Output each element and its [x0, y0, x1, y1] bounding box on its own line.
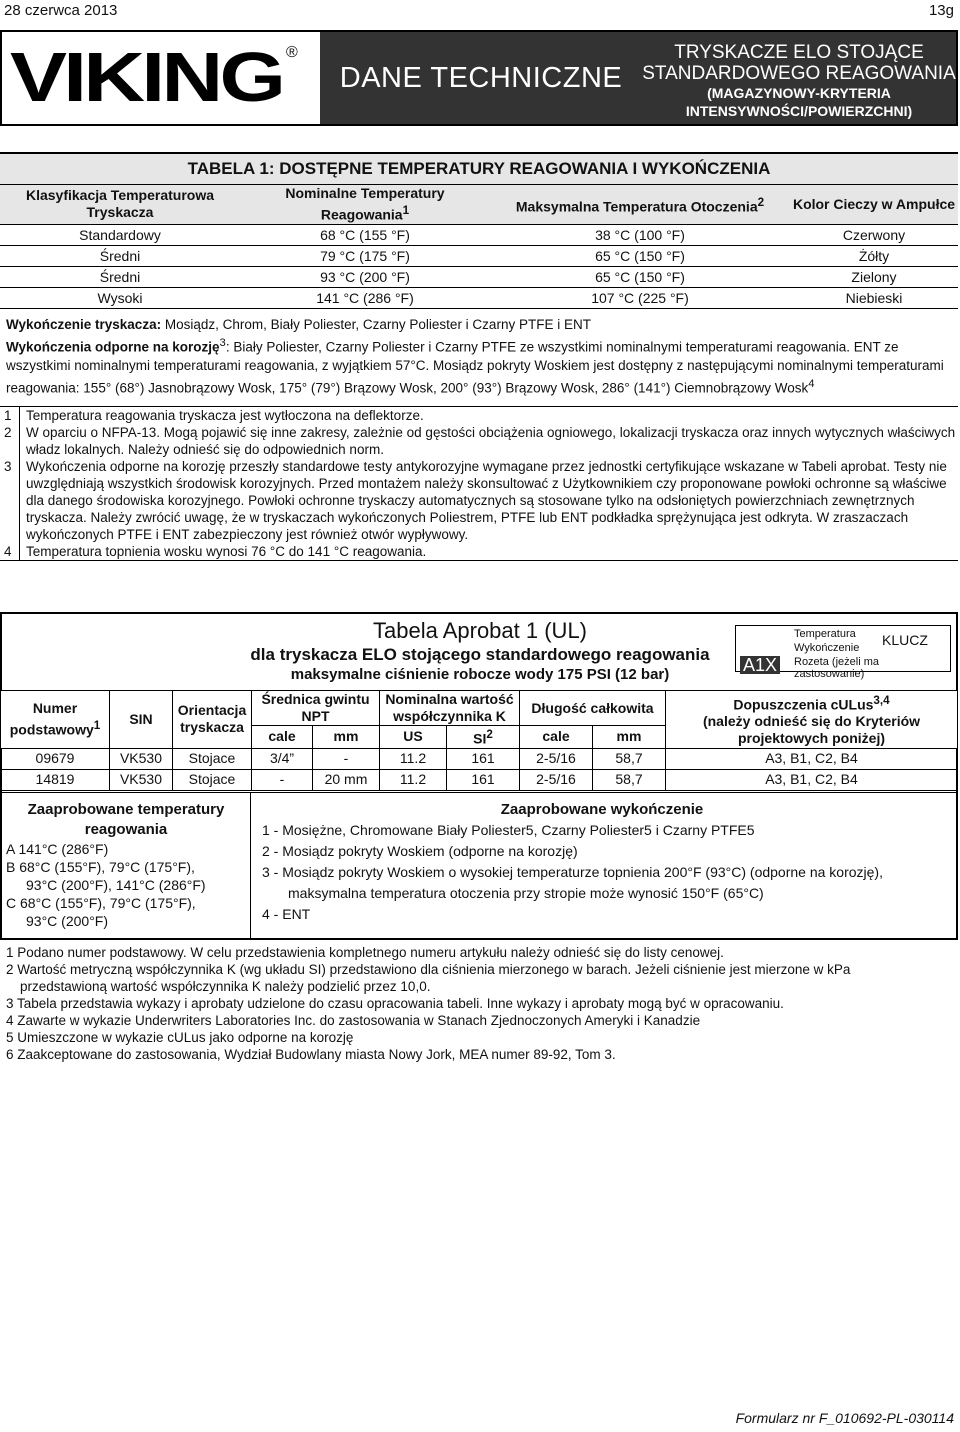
- subheader: $SI^2$: [447, 726, 520, 749]
- footnote: 1 Podano numer podstawowy. W celu przedstawienia kompletnego numeru artykułu należy odnieść się do listy cenowej.: [6, 945, 724, 960]
- divider: [250, 792, 251, 938]
- form-number: Formularz nr F_010692-PL-030114: [735, 1410, 954, 1426]
- subheader: mm: [593, 726, 666, 749]
- footnote: przedstawioną wartość współczynnika K należy podzielić przez 10,0.: [20, 979, 431, 994]
- table-row: 09679 VK530 Stojace 3/4” - 11.2 161 2-5/16 58,7 A3, B1, C2, B4: [1, 748, 958, 769]
- temp-line: B 68°C (155°F), 79°C (175°F),: [6, 859, 195, 875]
- header-banner: [0, 30, 958, 126]
- column-header: Nominalna wartość współczynnika K: [380, 691, 520, 726]
- section-title: DANE TECHNICZNE: [320, 32, 642, 124]
- key-label: KLUCZ: [882, 632, 928, 648]
- temp-line: C 68°C (155°F), 79°C (175°F),: [6, 895, 196, 911]
- finish-line: 3 - Mosiądz pokryty Woskiem o wysokiej temperaturze topnienia 200°F (93°C) (odporne na korozję),: [262, 864, 883, 880]
- key-escutcheon: Rozeta (jeżeli ma zastosowanie): [794, 656, 879, 680]
- finishes-notes: [6, 316, 952, 397]
- finish-line: maksymalna temperatura otoczenia przy stropie może wynosić 150°F (65°C): [288, 885, 764, 901]
- subheader: cale: [520, 726, 593, 749]
- temperature-table: [0, 152, 958, 309]
- table-row: Średni 93 °C (200 °F) 65 °C (150 °F) Zielony: [0, 266, 958, 287]
- column-header: Numer podstawowy$^1$: [1, 691, 110, 749]
- finish-line: 4 - ENT: [262, 906, 311, 922]
- column-header: Długość całkowita: [520, 691, 666, 726]
- column-header: Średnica gwintu NPT: [252, 691, 380, 726]
- footnote: 1 Temperatura reagowania tryskacza jest wytłoczona na deflektorze.: [0, 407, 958, 424]
- product-title-line3: (MAGAZYNOWY-KRYTERIA: [707, 85, 891, 101]
- column-header: Klasyfikacja Temperaturowa Tryskacza: [0, 185, 240, 225]
- key-temperature: Temperatura: [794, 628, 856, 640]
- table-row: 14819 VK530 Stojace - 20 mm 11.2 161 2-5/16 58,7 A3, B1, C2, B4: [1, 769, 958, 790]
- table-row: Standardowy 68 °C (155 °F) 38 °C (100 °F) Czerwony: [0, 224, 958, 245]
- product-title-line2: STANDARDOWEGO REAGOWANIA: [642, 63, 956, 84]
- temp-line: 93°C (200°F): [26, 913, 109, 929]
- column-header: Kolor Cieczy w Ampułce: [790, 185, 958, 225]
- key-legend: [735, 625, 951, 680]
- table-row: Wysoki 141 °C (286 °F) 107 °C (225 °F) Niebieski: [0, 287, 958, 308]
- column-header: Maksymalna Temperatura Otoczenia$^2$: [490, 185, 790, 225]
- approved-temperatures-title: Zaaprobowane temperatury reagowania: [27, 801, 225, 838]
- footnote: 5 Umieszczone w wykazie cULus jako odporne na korozję: [6, 1030, 354, 1045]
- finish-line: 2 - Mosiądz pokryty Woskiem (odporne na korozję): [262, 843, 578, 859]
- table1-footnotes: [0, 406, 958, 561]
- page-number: 13g: [928, 2, 954, 19]
- footnote: 4 Zawarte w wykazie Underwriters Laboratories Inc. do zastosowania w Stanach Zjednoczonych Ameryki i Kanadzie: [6, 1013, 701, 1028]
- approval-table-title: Tabela Aprobat 1 (UL) dla tryskacza ELO stojącego standardowego reagowania maksymalne ciśnienie robocze wody 175 PSI (12 bar): [250, 618, 710, 683]
- logo-wordmark: VIKING: [10, 38, 283, 116]
- table-caption: TABELA 1: DOSTĘPNE TEMPERATURY REAGOWANIA I WYKOŃCZENIA: [0, 153, 958, 185]
- product-title-line4: INTENSYWNOŚCI/POWIERZCHNI): [685, 103, 913, 119]
- table2-footnotes: [6, 944, 956, 1063]
- key-finish: Wykończenie: [794, 642, 860, 654]
- temp-line: 93°C (200°F), 141°C (286°F): [26, 877, 206, 893]
- column-header: Dopuszczenia cULus$^{3,4}$ (należy odnieść się do Kryteriów projektowych poniżej): [666, 691, 958, 749]
- finish-line: Wykończenie tryskacza: Mosiądz, Chrom, Biały Poliester, Czarny Poliester i Czarny PTFE i ENT: [6, 317, 591, 332]
- footnote: 3 Tabela przedstawia wykazy i aprobaty udzielone do czasu opracowania tabeli. Inne wykazy i aprobaty mogą być w opracowaniu.: [6, 996, 784, 1011]
- document-date: 28 czerwca 2013: [4, 2, 118, 19]
- approved-finishes: [262, 800, 942, 925]
- footnote: 3 Wykończenia odporne na korozję przeszły standardowe testy antykorozyjne wymagane przez jednostki certyfikujące wskazane w Tabeli aprobat. Testy nie uwzględniają wszystkich środowisk korozyjnych. Przed montażem należy skonsultować z Użytkownikiem czy proponowane powłoki ochronne są właściwe dla danego środowiska korozyjnego. Powłoki ochronne tryskaczy automatycznych są stosowane tylko na odsłoniętych powierzchniach zewnętrznych tryskacza. Należy zwrócić uwagę, że w tryskaczach wykończonych Poliestrem, PTFE lub ENT podkładka sprężynująca jest odkryta. W zraszaczach wykończonych PTFE i ENT zabezpieczony jest również otwór wypływowy.: [0, 458, 958, 543]
- subheader: cale: [252, 726, 313, 749]
- approval-table: [0, 690, 958, 791]
- footnote: 2 Wartość metryczną współczynnika K (wg układu SI) przedstawiono dla ciśnienia mierzonego w barach. Jeżeli ciśnienie jest mierzone w kPa: [6, 962, 851, 977]
- column-header: SIN: [110, 691, 173, 749]
- temp-line: A 141°C (286°F): [6, 841, 109, 857]
- column-header: Orientacja tryskacza: [173, 691, 252, 749]
- footnote: 4 Temperatura topnienia wosku wynosi 76 °C do 141 °C reagowania.: [0, 543, 958, 560]
- subheader: US: [380, 726, 447, 749]
- approved-temperatures: [6, 800, 246, 930]
- corrosion-finish-line: Wykończenia odporne na korozję$^3$: Biały Poliester, Czarny Poliester i Czarny PTFE ze wszystkimi nominalnymi temperaturami reagowania. ENT ze wszystkimi nominalnymi temperaturami reagowania, z wyjątkiem 57°C. Mosiądz pokryty Woskiem jest dostępny z następującymi nominalnymi temperaturami reagowania: 155° (68°) Jasnobrązowy Wosk, 175° (79°) Brązowy Wosk, 200° (93°) Brązowy Wosk, 286° (141°) Ciemnobrązowy Wosk$^4$: [6, 337, 944, 395]
- footnote: 6 Zaakceptowane do zastosowania, Wydział Budowlany miasta Nowy Jork, MEA numer 89-92, Tom 3.: [6, 1047, 616, 1062]
- registered-mark: ®: [286, 44, 298, 61]
- table-row: Średni 79 °C (175 °F) 65 °C (150 °F) Żółty: [0, 245, 958, 266]
- finish-line: 1 - Mosiężne, Chromowane Biały Poliester5, Czarny Poliester5 i Czarny PTFE5: [262, 822, 755, 838]
- product-title: [642, 32, 956, 124]
- key-code: A1X: [740, 656, 780, 674]
- approved-finishes-title: Zaaprobowane wykończenie: [500, 801, 704, 818]
- divider: [0, 792, 958, 793]
- footnote: 2 W oparciu o NFPA-13. Mogą pojawić się inne zakresy, zależnie od gęstości obciążenia ogniowego, lokalizacji tryskacza oraz innych wytycznych właściwych władz lokalnych. Należy odnieść się do odpowiednich norm.: [0, 424, 958, 458]
- viking-logo: [2, 32, 320, 124]
- subheader: mm: [313, 726, 380, 749]
- product-title-line1: TRYSKACZE ELO STOJĄCE: [674, 42, 924, 63]
- column-header: Nominalne Temperatury Reagowania$^1$: [240, 185, 490, 225]
